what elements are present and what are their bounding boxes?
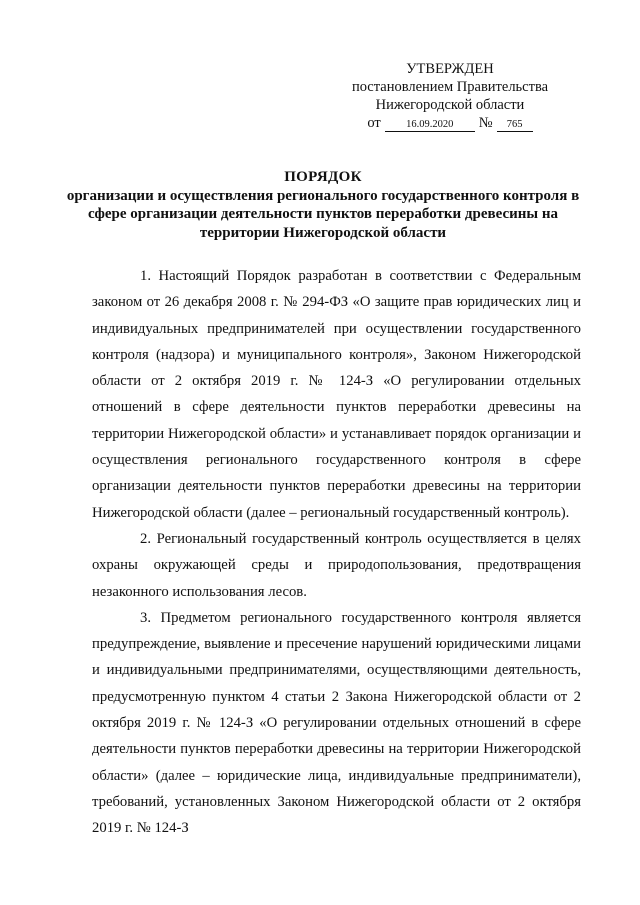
approval-date: 16.09.2020 (385, 119, 475, 132)
paragraph-1: 1. Настоящий Порядок разработан в соответствии с Федеральным законом от 26 декабря 2008 г. № 294-ФЗ «О защите прав юридических лиц и индивидуальных предпринимателей при осуществлении государственного контроля (надзора) и муниципального контроля», Законом Нижегородской области от 2 октября 2019 г. № 124-З «О регулировании отдельных отношений в сфере деятельности пунктов переработки древесины на территории Нижегородской области» и устанавливает порядок организации и осуществления регионального государственного контроля в сфере организации деятельности пунктов переработки древесины на территории Нижегородской области (далее – региональный государственный контроль). (92, 268, 581, 521)
approval-number-label: № (478, 115, 493, 131)
approval-from-label: от (367, 115, 381, 131)
approval-number: 765 (497, 119, 533, 132)
approval-heading: УТВЕРЖДЕН (406, 61, 494, 77)
approval-region: Нижегородской области (375, 97, 525, 113)
approval-stamp (330, 60, 570, 132)
approval-date-row (330, 114, 570, 132)
paragraph-3: 3. Предметом регионального государственного контроля является предупреждение, выявление и пресечение нарушений юридическими лицами и индивидуальными предпринимателями, осуществляющими деятельность, предусмотренную пунктом 4 статьи 2 Закона Нижегородской области от 2 октября 2019 г. № 124-З «О регулировании отдельных отношений в сфере деятельности пунктов переработки древесины на территории Нижегородской области» (далее – юридические лица, индивидуальные предприниматели), требований, установленных Законом Нижегородской области от 2 октября 2019 г. № 124-З (92, 609, 581, 837)
paragraph-2: 2. Региональный государственный контроль осуществляется в целях охраны окружающей среды и природопользования, предотвращения незаконного использования лесов. (92, 530, 581, 600)
title-subtitle: организации и осуществления регионального государственного контроля в сфере организации деятельности пунктов переработки древесины на территории Нижегородской области (66, 187, 580, 241)
title-main: ПОРЯДОК (284, 169, 362, 185)
document-title (60, 168, 586, 242)
approval-authority: постановлением Правительства (351, 79, 549, 95)
document-body (92, 263, 581, 842)
